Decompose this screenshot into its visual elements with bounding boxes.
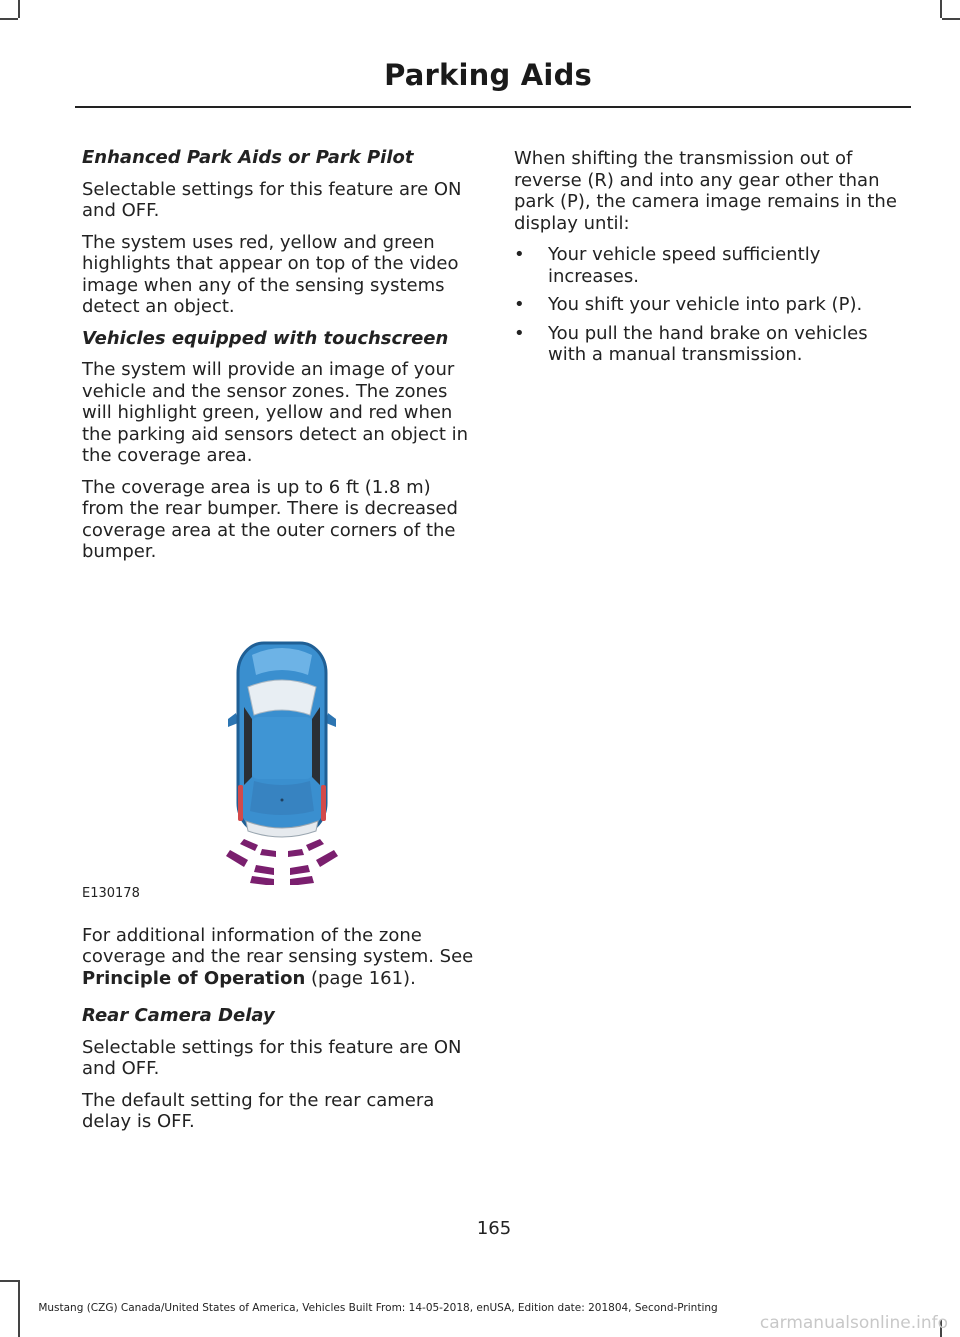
heading-touchscreen: Vehicles equipped with touchscreen — [82, 327, 449, 349]
list-item — [514, 294, 910, 316]
bullet-list — [514, 244, 910, 366]
list-item — [514, 244, 910, 287]
heading-rear-camera-delay: Rear Camera Delay — [82, 1005, 275, 1026]
paragraph: Selectable settings for this feature are ON and OFF. — [82, 1036, 462, 1079]
paragraph-see-also — [82, 925, 477, 990]
page-title: Parking Aids — [384, 58, 592, 92]
paragraph: The system will provide an image of your vehicle and the sensor zones. The zones will highlight green, yellow and red when the parking aid sensors detect an object in the coverage area. — [82, 359, 469, 466]
crop-mark — [0, 18, 18, 20]
list-item — [514, 323, 910, 366]
heading-enhanced-park-aids: Enhanced Park Aids or Park Pilot — [82, 147, 414, 168]
bullet-icon: • — [514, 322, 525, 344]
right-column — [514, 148, 910, 373]
footer-edition-info: Mustang (CZG) Canada/United States of America, Vehicles Built From: 14-05-2018, enUSA, Edition date: 201804, Second-Printing — [38, 1302, 718, 1314]
header-divider — [75, 106, 911, 108]
left-column — [82, 147, 477, 1143]
parking-sensor-figure — [82, 575, 477, 905]
principle-of-operation-link[interactable]: Principle of Operation — [82, 967, 306, 989]
watermark: carmanualsonline.info — [759, 1313, 948, 1333]
page-number: 165 — [476, 1218, 512, 1239]
paragraph: The coverage area is up to 6 ft (1.8 m) from the rear bumper. There is decreased coverage area at the outer corners of the bumper. — [82, 476, 458, 562]
figure-code: E130178 — [82, 886, 140, 901]
bullet-icon: • — [514, 294, 525, 315]
crop-mark — [18, 0, 20, 18]
car-top-view-icon — [222, 635, 342, 885]
see-also-text: For additional information of the zone coverage and the rear sensing system. See — [82, 924, 474, 967]
crop-mark — [0, 1280, 18, 1282]
list-item-text: Your vehicle speed sufficiently increases. — [548, 244, 821, 287]
bullet-icon: • — [514, 244, 525, 265]
paragraph: The system uses red, yellow and green highlights that appear on top of the video image when any of the sensing systems detect an object. — [82, 231, 459, 317]
paragraph: Selectable settings for this feature are ON and OFF. — [82, 178, 462, 221]
list-item-text: You shift your vehicle into park (P). — [548, 294, 863, 315]
crop-mark — [942, 18, 960, 20]
list-item-text: You pull the hand brake on vehicles with a manual transmission. — [548, 322, 868, 365]
crop-mark — [940, 0, 942, 18]
page-reference: (page 161). — [305, 967, 416, 989]
paragraph: The default setting for the rear camera delay is OFF. — [82, 1089, 435, 1132]
paragraph: When shifting the transmission out of reverse (R) and into any gear other than park (P), the camera image remains in the display until: — [514, 148, 897, 234]
